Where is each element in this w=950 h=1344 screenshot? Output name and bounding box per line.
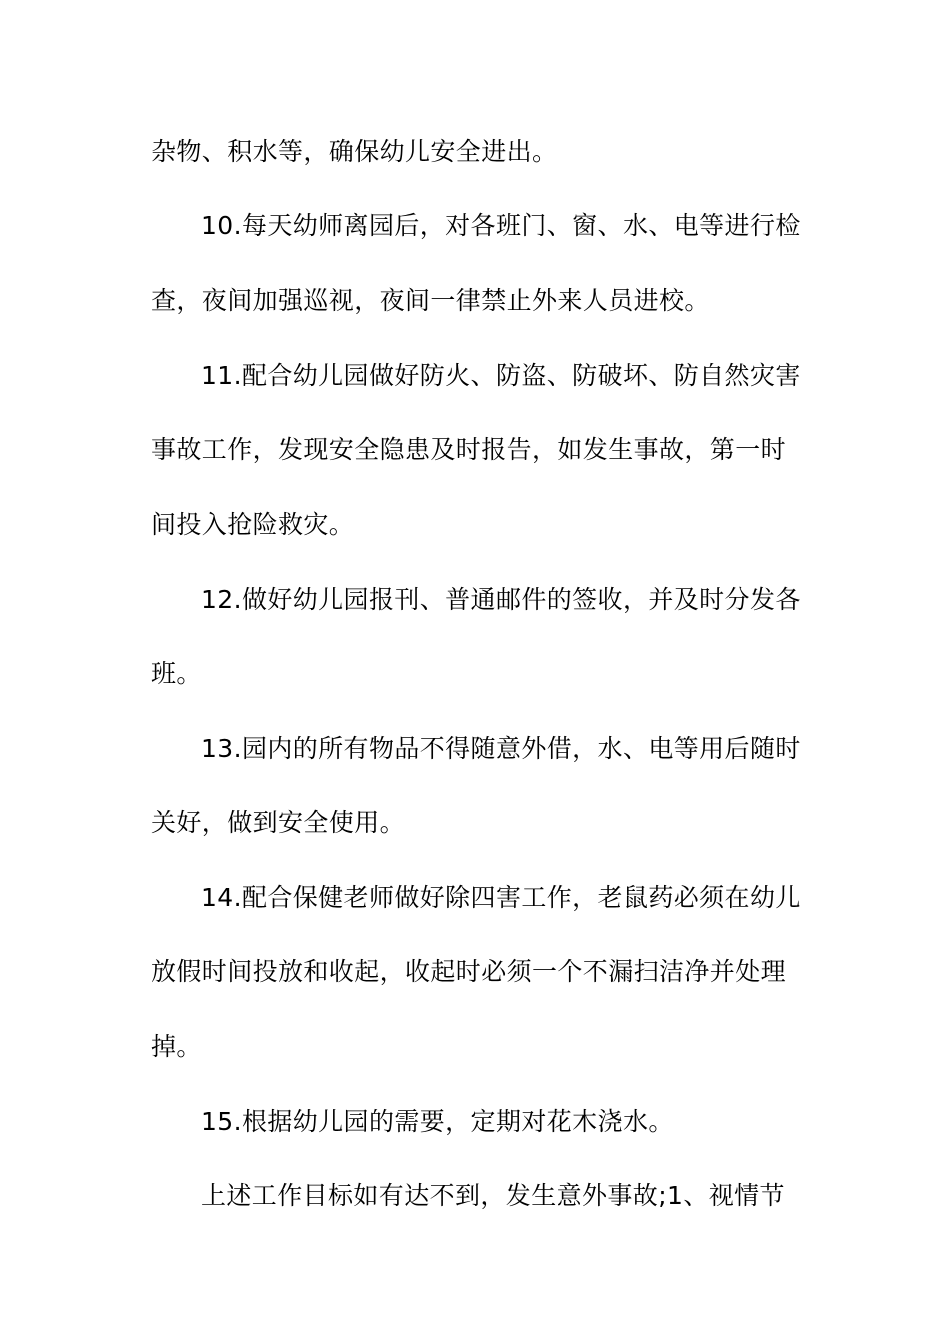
text-line: 关好，做到安全使用。 [151,808,406,837]
text-line: 班。 [151,659,202,688]
text-line: 15.根据幼儿园的需要，定期对花木浇水。 [201,1107,674,1136]
text-line: 10.每天幼师离园后，对各班门、窗、水、电等进行检 [201,211,801,240]
text-line: 放假时间投放和收起，收起时必须一个不漏扫洁净并处理 [151,957,787,986]
text-line: 上述工作目标如有达不到，发生意外事故;1、视情节 [201,1181,785,1210]
text-line: 14.配合保健老师做好除四害工作，老鼠药必须在幼儿 [201,883,801,912]
text-line: 12.做好幼儿园报刊、普通邮件的签收，并及时分发各 [201,585,801,614]
text-line: 11.配合幼儿园做好防火、防盗、防破坏、防自然灾害 [201,361,801,390]
text-line: 查，夜间加强巡视，夜间一律禁止外来人员进校。 [151,286,710,315]
text-line: 事故工作，发现安全隐患及时报告，如发生事故，第一时 [151,435,787,464]
text-line: 掉。 [151,1032,202,1061]
text-line: 间投入抢险救灾。 [151,510,355,539]
text-line: 13.园内的所有物品不得随意外借，水、电等用后随时 [201,734,801,763]
text-line: 杂物、积水等，确保幼儿安全进出。 [151,137,558,166]
